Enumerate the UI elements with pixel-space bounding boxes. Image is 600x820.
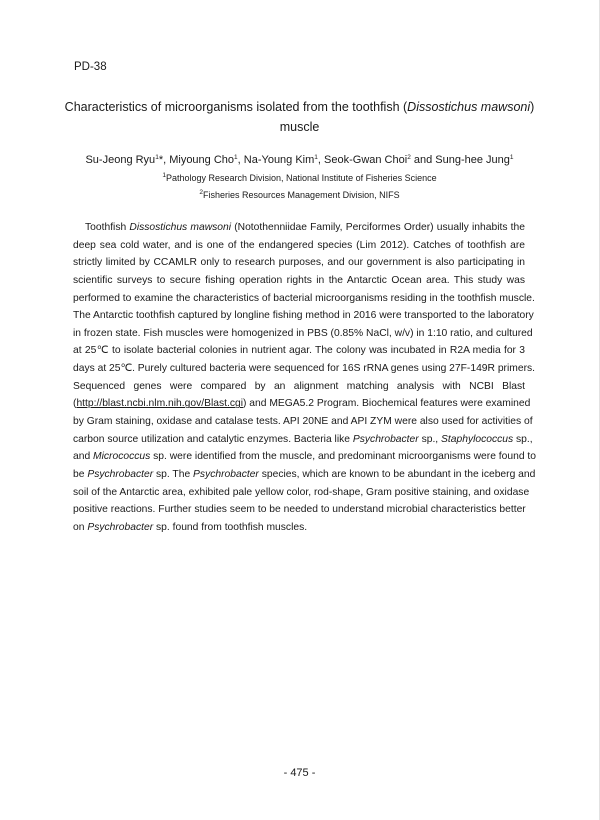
abstract-text: and	[73, 451, 94, 463]
author-name: , Seok-Gwan Choi	[317, 154, 408, 166]
abstract-text: sp. The	[153, 468, 194, 480]
abstract-text: on	[73, 521, 88, 533]
abstract-species: Staphylococcus	[441, 433, 514, 445]
author-name: , Na-Young Kim	[237, 154, 315, 166]
abstract-text: sp.,	[418, 433, 442, 445]
author-affiliation-mark: 1	[509, 154, 514, 161]
abstract-line: positive reactions. Further studies seem to be needed to understand microbial characteristics better	[73, 504, 526, 516]
author-affiliation-mark: 1	[314, 154, 318, 161]
affiliation-1	[40, 172, 559, 184]
abstract-line	[73, 519, 525, 537]
title-text-2: )	[530, 100, 535, 114]
author-affiliation-mark: 1	[234, 154, 238, 161]
abstract-line: soil of the Antarctic area, exhibited pale yellow color, rod-shape, Gram positive staining, and oxidase	[73, 486, 530, 498]
author-name: and Sung-hee Jung	[410, 154, 510, 166]
abstract-line	[73, 395, 531, 413]
affiliation-text: Pathology Research Division, National Institute of Fisheries Science	[165, 173, 437, 183]
abstract-text: sp.,	[513, 433, 533, 445]
title-text-1: Characteristics of microorganisms isolated from the toothfish (	[64, 100, 408, 114]
corresponding-mark: *	[158, 154, 164, 166]
abstract-line: by Gram staining, oxidase and catalase tests. API 20NE and API ZYM were also used for activities of	[73, 416, 533, 428]
affiliation-mark: 1	[162, 172, 166, 179]
abstract-species: Psychrobacter	[193, 468, 259, 480]
abstract-text: carbon source utilization and catalytic enzymes. Bacteria like	[73, 433, 353, 445]
abstract-text: (Notothenniidae Family, Perciformes Order) usually inhabits the	[231, 222, 525, 233]
presentation-code: PD-38	[74, 61, 107, 73]
abstract-text: species, which are known to be abundant in the iceberg and	[258, 468, 536, 480]
abstract-species: Micrococcus	[93, 451, 151, 463]
page-number: - 475 -	[283, 767, 316, 779]
abstract-line	[73, 448, 537, 466]
abstract-body	[73, 219, 537, 537]
abstract-line: performed to examine the characteristics of bacterial microorganisms residing in the toothfish muscle.	[73, 292, 535, 304]
blast-link[interactable]: http://blast.ncbi.nlm.nih.gov/Blast.cgi	[76, 398, 243, 410]
abstract-line: days at 25℃. Purely cultured bacteria were sequenced for 16S rRNA genes using 27F-149R primers.	[73, 363, 536, 375]
abstract-species: Dissostichus mawsoni	[129, 222, 232, 233]
author-list	[40, 153, 559, 167]
abstract-line: Sequenced genes were compared by an alignment matching analysis with NCBI Blast	[73, 380, 525, 392]
abstract-line: scientific surveys to secure fishing operation rights in the Antarctic Ocean area. This study was	[73, 274, 525, 286]
affiliation-2	[40, 189, 559, 201]
abstract-line: deep sea cold water, and is one of the endangered species (Lim 2012). Catches of toothfish are	[73, 239, 525, 251]
abstract-line	[73, 466, 536, 484]
abstract-line	[73, 219, 525, 237]
abstract-line: at 25℃ to isolate bacterial colonies in nutrient agar. The colony was incubated in R2A media for 3	[73, 345, 525, 357]
abstract-line	[73, 431, 533, 449]
author-name: , Miyoung Cho	[163, 154, 235, 166]
abstract-line: The Antarctic toothfish captured by longline fishing method in 2016 were transported to the laboratory	[73, 310, 534, 322]
abstract-species: Psychrobacter	[87, 521, 154, 533]
abstract-line: strictly limited by CCAMLR only to research purposes, and our government is also participating in	[73, 257, 525, 269]
abstract-text: be	[73, 468, 88, 480]
affiliation-text: Fisheries Resources Management Division, NIFS	[203, 190, 400, 200]
author-affiliation-mark: 2	[407, 154, 411, 161]
author-name: Su-Jeong Ryu	[85, 154, 156, 166]
title-text-3: muscle	[279, 120, 320, 134]
paper-title	[60, 97, 539, 137]
affiliation-mark: 2	[199, 189, 204, 196]
abstract-text: Toothfish	[85, 222, 130, 233]
abstract-text: sp. were identified from the muscle, and predominant microorganisms were found to	[150, 451, 537, 463]
abstract-text: sp. found from toothfish muscles.	[153, 521, 308, 533]
abstract-text: ) and MEGA5.2 Program. Biochemical features were examined	[243, 398, 531, 410]
abstract-text: (	[73, 398, 77, 410]
author-affiliation-mark: 1	[155, 154, 159, 161]
abstract-species: Psychrobacter	[352, 433, 419, 445]
title-species: Dissostichus mawsoni	[407, 100, 531, 114]
abstract-line: in frozen state. Fish muscles were homogenized in PBS (0.85% NaCl, w/v) in 1:10 ratio, and cultured	[73, 327, 533, 339]
abstract-species: Psychrobacter	[87, 468, 154, 480]
